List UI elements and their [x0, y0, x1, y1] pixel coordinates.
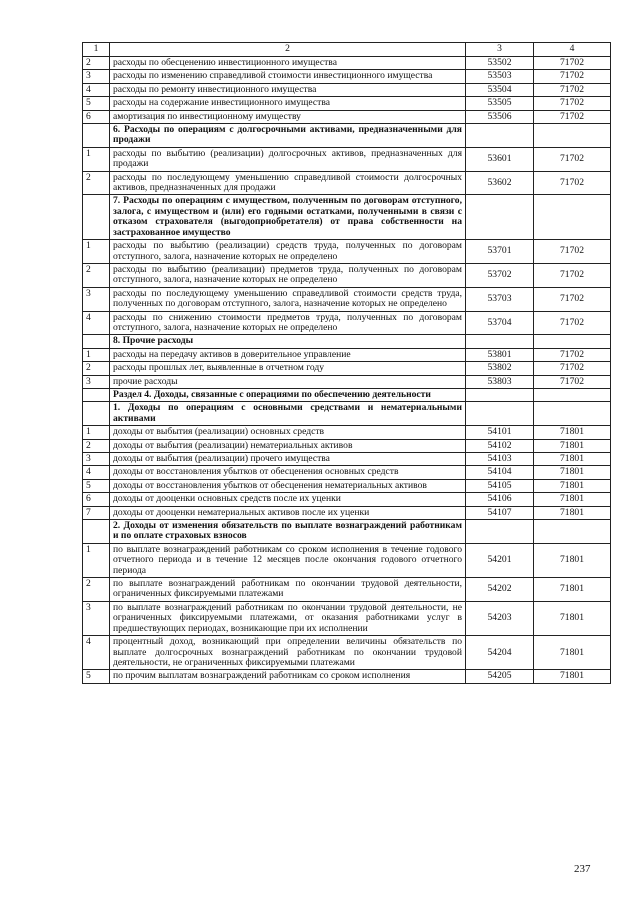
symbol-code-cell: 71801: [534, 601, 611, 635]
row-number-cell: 2: [83, 439, 110, 452]
row-number-cell: 5: [83, 97, 110, 110]
row-description-cell: процентный доход, возникающий при определении величины обязательств по выплате долгосрочных вознаграждений работникам по окончании трудовой деятельности, не ограниченных фиксируемыми платежами: [110, 636, 466, 670]
row-description-cell: расходы по выбытию (реализации) долгосрочных активов, предназначенных для продажи: [110, 147, 466, 171]
row-description-cell: доходы от дооценки нематериальных активов после их уценки: [110, 506, 466, 519]
row-number-cell: 5: [83, 670, 110, 683]
row-description-cell: расходы по последующему уменьшению справедливой стоимости долгосрочных активов, предназначенных для продажи: [110, 171, 466, 195]
section-heading-row: [83, 388, 611, 401]
account-code-cell: 54103: [466, 453, 534, 466]
account-code-cell: 53704: [466, 311, 534, 335]
table-row: [83, 171, 611, 195]
symbol-code-cell: 71801: [534, 636, 611, 670]
row-description-cell: расходы на содержание инвестиционного имущества: [110, 97, 466, 110]
row-number-cell: [83, 520, 110, 544]
table-row: [83, 375, 611, 388]
row-description-cell: доходы от выбытия (реализации) основных средств: [110, 426, 466, 439]
symbol-code-cell: 71702: [534, 263, 611, 287]
table-row: [83, 57, 611, 70]
symbol-code-cell: 71702: [534, 147, 611, 171]
row-description-cell: прочие расходы: [110, 375, 466, 388]
symbol-code-cell: 71702: [534, 287, 611, 311]
account-code-cell: 54204: [466, 636, 534, 670]
row-description-cell: расходы по выбытию (реализации) предметов труда, полученных по договорам отступного, залога, назначение которых не определено: [110, 263, 466, 287]
symbol-code-cell: 71801: [534, 506, 611, 519]
account-code-cell: [466, 520, 534, 544]
header-col-2: 2: [110, 43, 466, 57]
account-code-cell: [466, 195, 534, 240]
symbol-code-cell: [534, 124, 611, 148]
account-code-cell: 54102: [466, 439, 534, 452]
row-number-cell: [83, 124, 110, 148]
table-row: [83, 287, 611, 311]
symbol-code-cell: 71702: [534, 97, 611, 110]
symbol-code-cell: 71702: [534, 311, 611, 335]
header-col-1: 1: [83, 43, 110, 57]
row-number-cell: 2: [83, 578, 110, 602]
symbol-code-cell: [534, 402, 611, 426]
account-code-cell: 54205: [466, 670, 534, 683]
table-row: [83, 578, 611, 602]
row-number-cell: 3: [83, 70, 110, 83]
account-code-cell: [466, 124, 534, 148]
row-description-cell: Раздел 4. Доходы, связанные с операциями по обеспечению деятельности: [110, 388, 466, 401]
row-description-cell: доходы от дооценки основных средств после их уценки: [110, 493, 466, 506]
row-description-cell: амортизация по инвестиционному имуществу: [110, 110, 466, 123]
row-description-cell: по выплате вознаграждений работникам со сроком исполнения в течение годового отчетного периода и в течение 12 месяцев после окончания годового отчетного периода: [110, 543, 466, 577]
row-number-cell: [83, 388, 110, 401]
row-number-cell: 2: [83, 263, 110, 287]
symbol-code-cell: 71702: [534, 83, 611, 96]
row-number-cell: 3: [83, 375, 110, 388]
section-heading-row: [83, 335, 611, 348]
table-row: [83, 147, 611, 171]
account-code-cell: 53506: [466, 110, 534, 123]
row-description-cell: расходы по выбытию (реализации) средств труда, полученных по договорам отступного, залога, назначение которых не определено: [110, 240, 466, 264]
symbol-code-cell: [534, 195, 611, 240]
account-code-cell: [466, 335, 534, 348]
table-row: [83, 311, 611, 335]
account-code-cell: 54203: [466, 601, 534, 635]
row-description-cell: расходы прошлых лет, выявленные в отчетном году: [110, 362, 466, 375]
row-number-cell: 2: [83, 57, 110, 70]
table-row: [83, 439, 611, 452]
account-code-cell: 54202: [466, 578, 534, 602]
row-number-cell: [83, 195, 110, 240]
row-number-cell: 5: [83, 479, 110, 492]
row-description-cell: 2. Доходы от изменения обязательств по выплате вознаграждений работникам и по оплате страховых взносов: [110, 520, 466, 544]
header-col-4: 4: [534, 43, 611, 57]
row-description-cell: расходы на передачу активов в доверительное управление: [110, 348, 466, 361]
row-number-cell: 1: [83, 240, 110, 264]
symbol-code-cell: 71702: [534, 171, 611, 195]
accounts-table: [82, 42, 611, 684]
table-row: [83, 70, 611, 83]
section-heading-row: [83, 195, 611, 240]
table-header-row: [83, 43, 611, 57]
account-code-cell: 54201: [466, 543, 534, 577]
symbol-code-cell: [534, 388, 611, 401]
account-code-cell: 53601: [466, 147, 534, 171]
account-code-cell: 53703: [466, 287, 534, 311]
table-row: [83, 97, 611, 110]
account-code-cell: [466, 402, 534, 426]
row-number-cell: 4: [83, 466, 110, 479]
row-number-cell: 1: [83, 147, 110, 171]
row-description-cell: 8. Прочие расходы: [110, 335, 466, 348]
symbol-code-cell: 71801: [534, 426, 611, 439]
row-number-cell: 2: [83, 362, 110, 375]
symbol-code-cell: 71702: [534, 110, 611, 123]
symbol-code-cell: 71702: [534, 70, 611, 83]
symbol-code-cell: [534, 335, 611, 348]
table-row: [83, 493, 611, 506]
row-description-cell: по выплате вознаграждений работникам по окончании трудовой деятельности, не ограниченных фиксируемыми платежами, от оказания работниками услуг в предшествующих периодах, возникающие при их исполнении: [110, 601, 466, 635]
symbol-code-cell: 71801: [534, 453, 611, 466]
account-code-cell: 53702: [466, 263, 534, 287]
section-heading-row: [83, 124, 611, 148]
header-col-3: 3: [466, 43, 534, 57]
table-row: [83, 636, 611, 670]
row-description-cell: доходы от выбытия (реализации) нематериальных активов: [110, 439, 466, 452]
account-code-cell: 54101: [466, 426, 534, 439]
symbol-code-cell: 71702: [534, 362, 611, 375]
table-row: [83, 506, 611, 519]
account-code-cell: 53505: [466, 97, 534, 110]
symbol-code-cell: 71801: [534, 479, 611, 492]
symbol-code-cell: 71702: [534, 375, 611, 388]
row-number-cell: 4: [83, 311, 110, 335]
symbol-code-cell: 71801: [534, 578, 611, 602]
table-row: [83, 83, 611, 96]
accounts-table-body: [83, 43, 611, 684]
row-number-cell: 4: [83, 636, 110, 670]
row-description-cell: по выплате вознаграждений работникам по окончании трудовой деятельности, ограниченных фиксируемыми платежами: [110, 578, 466, 602]
row-description-cell: доходы от восстановления убытков от обесценения нематериальных активов: [110, 479, 466, 492]
table-row: [83, 426, 611, 439]
account-code-cell: 53802: [466, 362, 534, 375]
section-heading-row: [83, 520, 611, 544]
table-row: [83, 670, 611, 683]
account-code-cell: 53504: [466, 83, 534, 96]
table-row: [83, 110, 611, 123]
row-number-cell: 1: [83, 348, 110, 361]
row-number-cell: 1: [83, 543, 110, 577]
table-row: [83, 362, 611, 375]
row-description-cell: расходы по изменению справедливой стоимости инвестиционного имущества: [110, 70, 466, 83]
account-code-cell: 54107: [466, 506, 534, 519]
row-number-cell: 3: [83, 453, 110, 466]
table-row: [83, 240, 611, 264]
row-number-cell: 4: [83, 83, 110, 96]
table-row: [83, 543, 611, 577]
symbol-code-cell: 71801: [534, 670, 611, 683]
table-row: [83, 479, 611, 492]
section-heading-row: [83, 402, 611, 426]
row-number-cell: 1: [83, 426, 110, 439]
symbol-code-cell: 71801: [534, 439, 611, 452]
table-row: [83, 348, 611, 361]
account-code-cell: 53801: [466, 348, 534, 361]
table-row: [83, 263, 611, 287]
table-row: [83, 453, 611, 466]
row-number-cell: 7: [83, 506, 110, 519]
account-code-cell: 54105: [466, 479, 534, 492]
account-code-cell: [466, 388, 534, 401]
symbol-code-cell: 71801: [534, 543, 611, 577]
row-description-cell: расходы по снижению стоимости предметов труда, полученных по договорам отступного, залога, назначение которых не определено: [110, 311, 466, 335]
symbol-code-cell: 71801: [534, 466, 611, 479]
account-code-cell: 53602: [466, 171, 534, 195]
row-description-cell: расходы по обесценению инвестиционного имущества: [110, 57, 466, 70]
row-number-cell: 6: [83, 110, 110, 123]
row-number-cell: 3: [83, 601, 110, 635]
row-description-cell: доходы от восстановления убытков от обесценения основных средств: [110, 466, 466, 479]
account-code-cell: 53701: [466, 240, 534, 264]
account-code-cell: 54104: [466, 466, 534, 479]
account-code-cell: 53803: [466, 375, 534, 388]
row-number-cell: 3: [83, 287, 110, 311]
row-description-cell: расходы по ремонту инвестиционного имущества: [110, 83, 466, 96]
account-code-cell: 53502: [466, 57, 534, 70]
symbol-code-cell: [534, 520, 611, 544]
row-number-cell: [83, 335, 110, 348]
symbol-code-cell: 71801: [534, 493, 611, 506]
row-description-cell: 1. Доходы по операциям с основными средствами и нематериальными активами: [110, 402, 466, 426]
symbol-code-cell: 71702: [534, 348, 611, 361]
row-number-cell: 2: [83, 171, 110, 195]
page-number: 237: [574, 863, 591, 875]
row-description-cell: по прочим выплатам вознаграждений работникам со сроком исполнения: [110, 670, 466, 683]
row-description-cell: 7. Расходы по операциям с имуществом, полученным по договорам отступного, залога, с имуществом и (или) его годными остатками, полученными в связи с отказом страхователя (выгодоприобретателя) от права собственности на застрахованное имущество: [110, 195, 466, 240]
table-row: [83, 466, 611, 479]
symbol-code-cell: 71702: [534, 240, 611, 264]
symbol-code-cell: 71702: [534, 57, 611, 70]
row-description-cell: доходы от выбытия (реализации) прочего имущества: [110, 453, 466, 466]
row-number-cell: [83, 402, 110, 426]
account-code-cell: 54106: [466, 493, 534, 506]
row-number-cell: 6: [83, 493, 110, 506]
row-description-cell: расходы по последующему уменьшению справедливой стоимости средств труда, полученных по договорам отступного, залога, назначение которых не определено: [110, 287, 466, 311]
row-description-cell: 6. Расходы по операциям с долгосрочными активами, предназначенными для продажи: [110, 124, 466, 148]
account-code-cell: 53503: [466, 70, 534, 83]
table-row: [83, 601, 611, 635]
